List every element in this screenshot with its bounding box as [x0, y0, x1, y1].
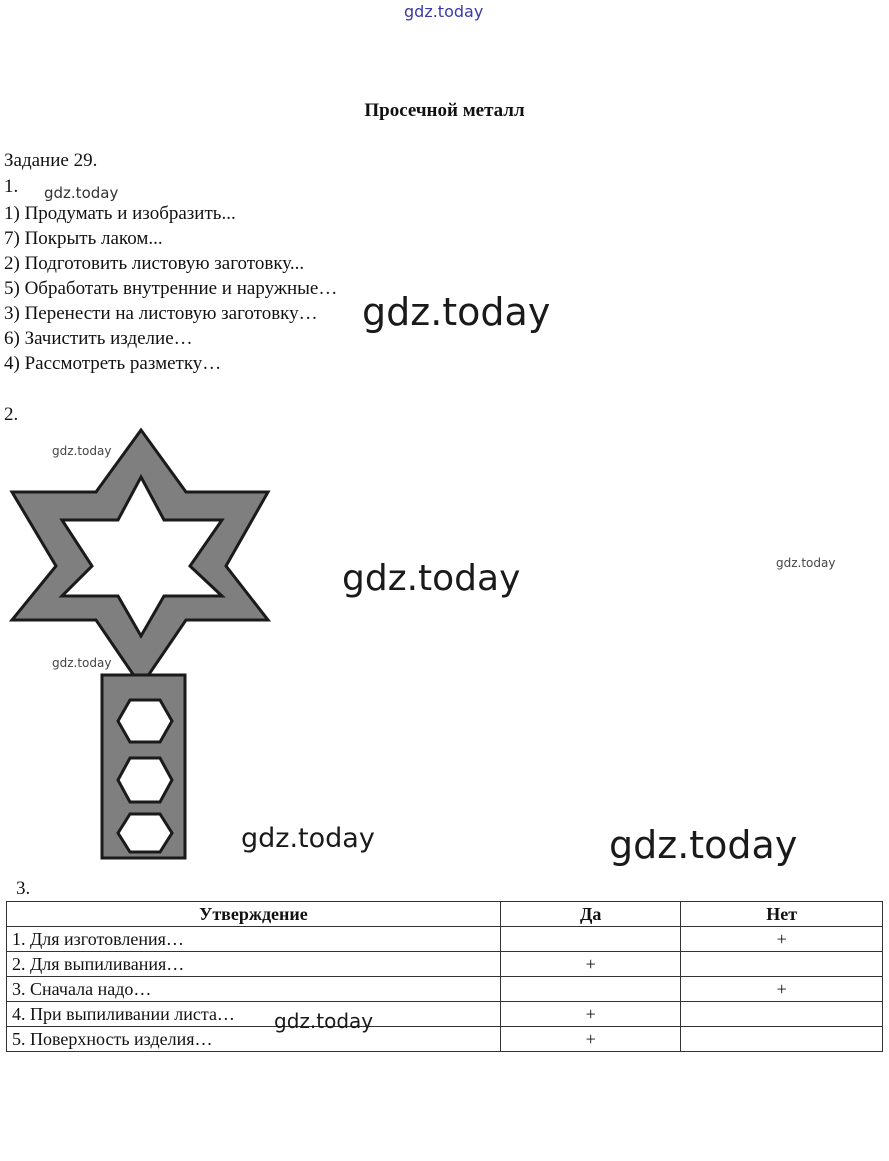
list-item: 5) Обработать внутренние и наружные…: [4, 278, 338, 299]
statement-cell: 1. Для изготовления…: [7, 927, 501, 952]
statement-cell: 5. Поверхность изделия…: [7, 1027, 501, 1052]
no-cell: +: [681, 977, 883, 1002]
list-item: 6) Зачистить изделие…: [4, 328, 193, 349]
table-row: [7, 952, 883, 977]
list-item: 2) Подготовить листовую заготовку...: [4, 253, 305, 274]
list-item: 3) Перенести на листовую заготовку…: [4, 303, 318, 324]
yes-cell: [500, 927, 681, 952]
hexagon-hole: [118, 814, 172, 852]
list-item: 4) Рассмотреть разметку…: [4, 353, 222, 374]
yes-cell: +: [500, 952, 681, 977]
watermark-small-2: gdz.today: [52, 444, 112, 458]
watermark-small-1: gdz.today: [44, 184, 119, 202]
table-row: [7, 977, 883, 1002]
star-outer-shape: [12, 430, 268, 686]
part-3-number: 3.: [16, 878, 31, 899]
no-cell: +: [681, 927, 883, 952]
header-no: Нет: [681, 902, 883, 927]
table-row: [7, 927, 883, 952]
steps-list: [4, 201, 337, 376]
handle-strip: [102, 675, 185, 858]
star-shape: [12, 430, 268, 686]
no-cell: [681, 952, 883, 977]
no-cell: [681, 1027, 883, 1052]
task-heading: Задание 29.: [4, 150, 98, 171]
statement-cell: 3. Сначала надо…: [7, 977, 501, 1002]
watermark-big-1: gdz.today: [362, 290, 551, 334]
statement-cell: 4. При выпиливании листа…: [7, 1002, 501, 1027]
watermark-small-4: gdz.today: [776, 556, 836, 570]
table-header-row: [7, 902, 883, 927]
hexagon-hole: [118, 758, 172, 802]
watermark-small-3: gdz.today: [52, 656, 112, 670]
watermark-big-3: gdz.today: [241, 823, 375, 854]
watermark-top[interactable]: gdz.today: [404, 2, 484, 21]
yes-cell: +: [500, 1002, 681, 1027]
star-keychain-drawing: [0, 420, 290, 870]
yes-cell: [500, 977, 681, 1002]
header-statement: Утверждение: [7, 902, 501, 927]
part-2-number: 2.: [4, 404, 19, 425]
hexagon-hole: [118, 700, 172, 742]
table-row: [7, 1027, 883, 1052]
list-item: 7) Покрыть лаком...: [4, 228, 163, 249]
yes-cell: +: [500, 1027, 681, 1052]
statement-cell: 2. Для выпиливания…: [7, 952, 501, 977]
header-yes: Да: [500, 902, 681, 927]
watermark-big-2: gdz.today: [342, 558, 521, 599]
part-1-number: 1.: [4, 176, 19, 197]
watermark-big-4: gdz.today: [609, 823, 798, 867]
watermark-table: gdz.today: [274, 1009, 374, 1033]
statements-table: [6, 901, 883, 1052]
page-title: Просечной металл: [364, 100, 525, 121]
table-row: [7, 1002, 883, 1027]
list-item: 1) Продумать и изобразить...: [4, 203, 236, 224]
no-cell: [681, 1002, 883, 1027]
